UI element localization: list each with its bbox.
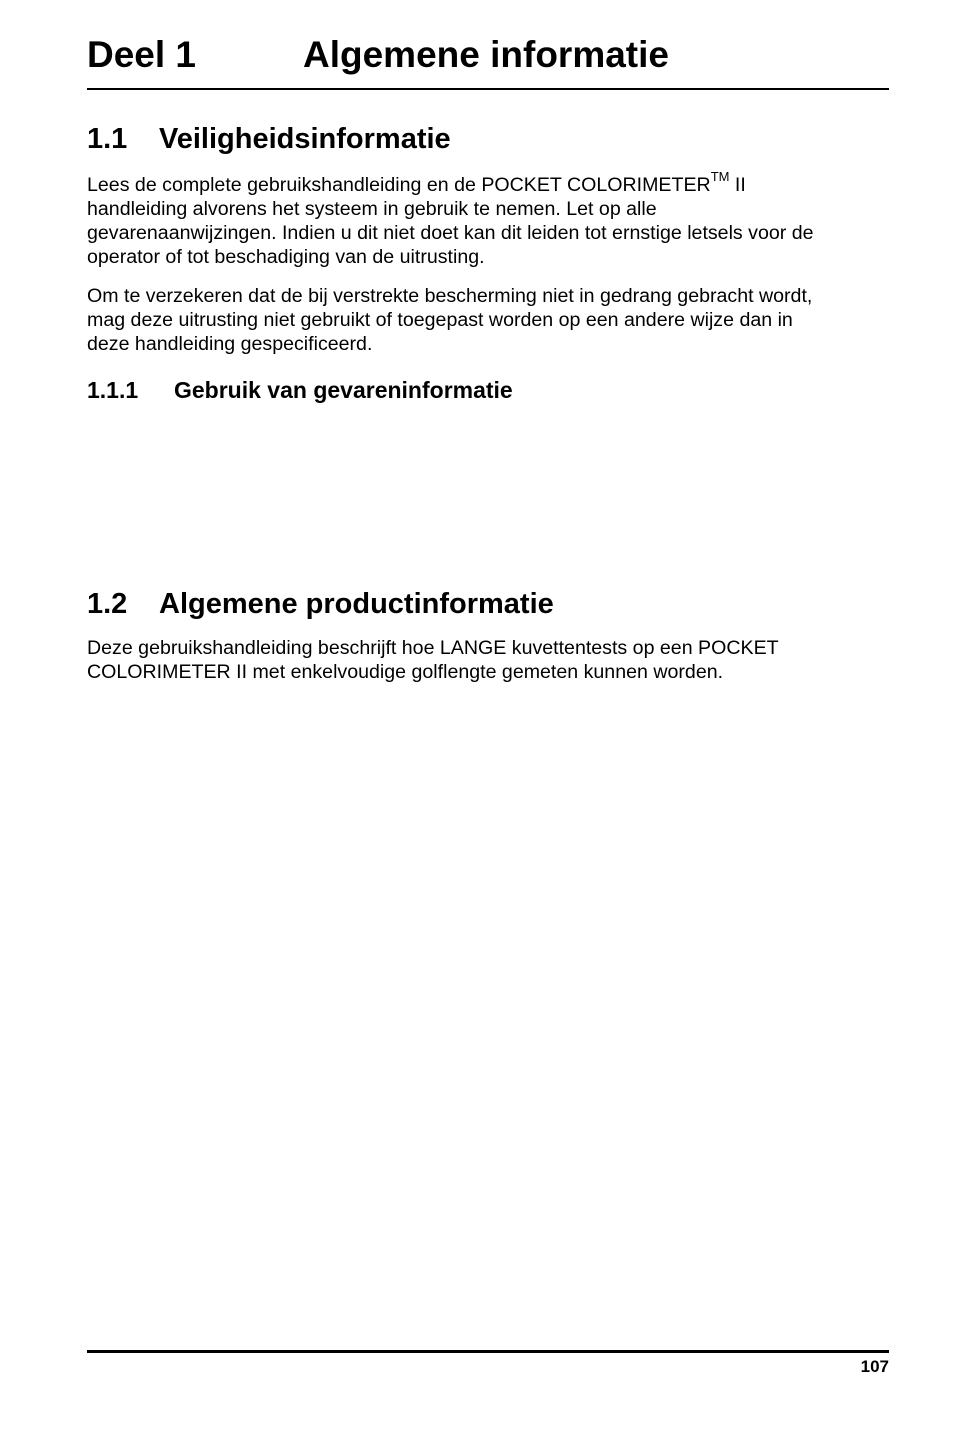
document-page [87,0,889,1434]
paragraph-text: II [729,174,746,196]
paragraph-line: COLORIMETER II met enkelvoudige golflengte gemeten kunnen worden. [87,661,724,683]
paragraph-line: mag deze uitrusting niet gebruikt of toegepast worden op een andere wijze dan in [87,309,793,331]
section-title: Algemene productinformatie [159,588,554,620]
chapter-title-text: Algemene informatie [303,34,669,75]
paragraph-line: Deze gebruikshandleiding beschrijft hoe LANGE kuvettentests op een POCKET [87,637,779,659]
trademark-superscript: TM [710,169,730,185]
paragraph-line: operator of tot beschadiging van de uitrusting. [87,246,485,268]
subsection-title: Gebruik van gevareninformatie [174,377,513,403]
chapter-number: Deel 1 [87,34,197,75]
paragraph-line: gevarenaanwijzingen. Indien u dit niet doet kan dit leiden tot ernstige letsels voor de [87,222,814,244]
safety-paragraph-1 [87,169,889,269]
paragraph-line: deze handleiding gespecificeerd. [87,333,373,355]
paragraph-text: Lees de complete gebruikshandleiding en de POCKET COLORIMETER [87,174,711,196]
product-info-paragraph [87,636,889,684]
section-number: 1.2 [87,588,128,620]
paragraph-line: handleiding alvorens het systeem in gebruik te nemen. Let op alle [87,198,657,220]
subsection-number: 1.1.1 [87,377,139,403]
subsection-heading-1-1-1 [87,375,889,405]
section-number: 1.1 [87,123,128,155]
safety-paragraph-2 [87,284,889,356]
chapter-divider [87,88,889,90]
page-number: 107 [860,1357,889,1376]
paragraph-line [87,169,889,197]
chapter-title [87,30,889,80]
footer-divider [87,1350,889,1353]
paragraph-line: Om te verzekeren dat de bij verstrekte bescherming niet in gedrang gebracht wordt, [87,285,813,307]
section-heading-1-1 [87,121,889,157]
section-heading-1-2 [87,586,889,622]
section-title: Veiligheidsinformatie [159,123,451,155]
